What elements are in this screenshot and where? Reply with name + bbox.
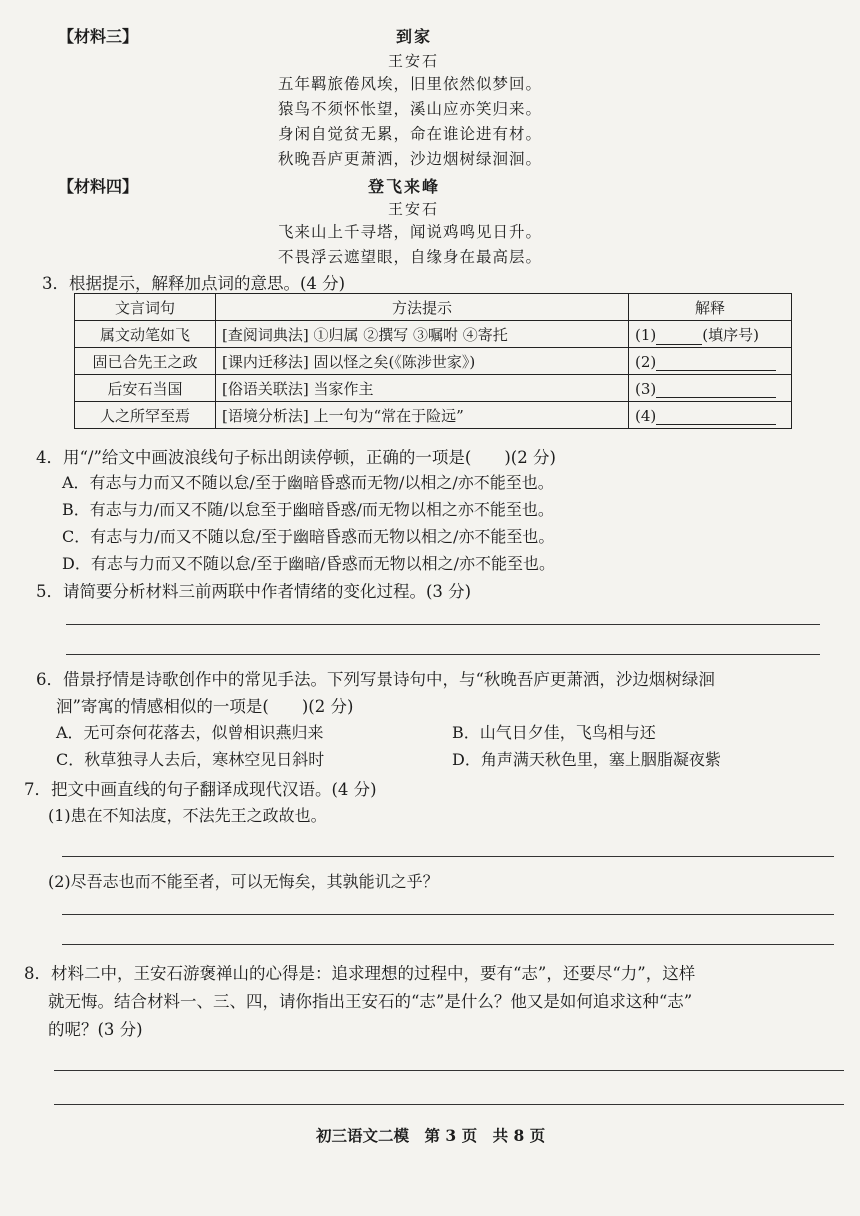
q7-answer-line-1[interactable] — [62, 856, 834, 857]
q8-stem-line-2: 就无悔。结合材料一、三、四，请你指出王安石的“志”是什么？他又是如何追求这种“志” — [48, 992, 693, 1011]
q4-option-a[interactable]: A．有志与力而又不随以怠/至于幽暗昏惑而无物/以相之/亦不能至也。 — [62, 473, 554, 492]
q7-item-1: (1)患在不知法度，不法先王之政故也。 — [48, 806, 327, 825]
q3-answer-blank-4[interactable] — [656, 406, 776, 425]
q3-answer-blank-1[interactable] — [656, 326, 702, 345]
material3-author: 王安石 — [388, 52, 440, 70]
q8-stem-line-3: 的呢？(3 分) — [48, 1020, 143, 1039]
q3-hint-1: [查阅词典法] ①归属 ②撰写 ③嘱咐 ④寄托 — [216, 321, 629, 348]
table-row — [75, 375, 792, 402]
q3-answer-suffix-1: (填序号) — [702, 325, 759, 344]
q3-header-phrase: 文言词句 — [75, 294, 216, 321]
q8-answer-line-2[interactable] — [54, 1104, 844, 1105]
material3-line-4: 秋晚吾庐更萧洒，沙边烟树绿洄洄。 — [278, 150, 543, 168]
material3-line-3: 身闲自觉贫无累，命在谁论进有材。 — [278, 125, 543, 143]
q3-header-hint: 方法提示 — [216, 294, 629, 321]
material3-label: 【材料三】 — [58, 27, 139, 46]
q3-phrase-3: 后安石当国 — [75, 375, 216, 402]
material4-label: 【材料四】 — [58, 177, 139, 196]
q3-answer-cell-1 — [629, 321, 792, 348]
q3-phrase-1: 属文动笔如飞 — [75, 321, 216, 348]
q7-stem: 7．把文中画直线的句子翻译成现代汉语。(4 分) — [24, 780, 377, 799]
material3-line-2: 猿鸟不须怀怅望，溪山应亦笑归来。 — [278, 100, 543, 118]
q7-answer-line-3[interactable] — [62, 944, 834, 945]
page-footer: 初三语文二模 第 3 页 共 8 页 — [316, 1126, 546, 1145]
material4-author: 王安石 — [388, 200, 440, 218]
material4-line-2: 不畏浮云遮望眼，自缘身在最高层。 — [278, 248, 543, 266]
q3-header-answer: 解释 — [629, 294, 792, 321]
q3-answer-cell-2 — [629, 348, 792, 375]
q3-stem: 3．根据提示，解释加点词的意思。(4 分) — [42, 274, 346, 293]
q3-hint-4: [语境分析法] 上一句为“常在于险远” — [216, 402, 629, 429]
q3-answer-prefix-3: (3) — [635, 379, 657, 398]
q3-phrase-2: 固已合先王之政 — [75, 348, 216, 375]
material3-title: 到家 — [396, 27, 433, 46]
q7-answer-line-2[interactable] — [62, 914, 834, 915]
material4-line-1: 飞来山上千寻塔，闻说鸡鸣见日升。 — [278, 223, 543, 241]
q3-table — [74, 293, 792, 429]
q3-answer-blank-3[interactable] — [656, 379, 776, 398]
q3-hint-2: [课内迁移法] 固以怪之矣(《陈涉世家》) — [216, 348, 629, 375]
q5-stem: 5．请简要分析材料三前两联中作者情绪的变化过程。(3 分) — [36, 582, 472, 601]
q6-stem-line-1: 6．借景抒情是诗歌创作中的常见手法。下列写景诗句中，与“秋晚吾庐更萧洒，沙边烟树绿洄 — [36, 670, 715, 689]
q4-option-d[interactable]: D．有志与力而又不随以怠/至于幽暗/昏惑而无物以相之/亦不能至也。 — [62, 554, 556, 573]
table-row — [75, 402, 792, 429]
q6-option-c[interactable]: C．秋草独寻人去后，寒林空见日斜时 — [56, 750, 325, 769]
q8-stem-line-1: 8．材料二中，王安石游褒禅山的心得是：追求理想的过程中，要有“志”，还要尽“力”，这样 — [24, 964, 696, 983]
q6-option-a[interactable]: A．无可奈何花落去，似曾相识燕归来 — [56, 723, 324, 742]
q3-answer-prefix-1: (1) — [635, 325, 657, 344]
q3-answer-prefix-2: (2) — [635, 352, 657, 371]
q4-stem: 4．用“/”给文中画波浪线句子标出朗读停顿，正确的一项是( )(2 分) — [36, 448, 556, 467]
material3-line-1: 五年羁旅倦风埃，旧里依然似梦回。 — [278, 75, 543, 93]
q3-answer-cell-3 — [629, 375, 792, 402]
q3-header-row — [75, 294, 792, 321]
table-row — [75, 348, 792, 375]
q4-option-c[interactable]: C．有志与力/而又不随以怠/至于幽暗昏惑而无物以相之/亦不能至也。 — [62, 527, 555, 546]
q7-item-2: (2)尽吾志也而不能至者，可以无悔矣，其孰能讥之乎？ — [48, 872, 439, 891]
q8-answer-line-1[interactable] — [54, 1070, 844, 1071]
q6-option-d[interactable]: D．角声满天秋色里，塞上胭脂凝夜紫 — [452, 750, 721, 769]
q5-answer-line-1[interactable] — [66, 624, 820, 625]
q4-option-b[interactable]: B．有志与力/而又不随/以怠至于幽暗昏惑/而无物以相之亦不能至也。 — [62, 500, 554, 519]
q3-answer-cell-4 — [629, 402, 792, 429]
table-row — [75, 321, 792, 348]
q3-answer-blank-2[interactable] — [656, 352, 776, 371]
q3-phrase-4: 人之所罕至焉 — [75, 402, 216, 429]
q5-answer-line-2[interactable] — [66, 654, 820, 655]
q3-hint-3: [俗语关联法] 当家作主 — [216, 375, 629, 402]
q6-option-b[interactable]: B．山气日夕佳，飞鸟相与还 — [452, 723, 656, 742]
q3-answer-prefix-4: (4) — [635, 406, 657, 425]
q6-stem-line-2: 洄”寄寓的情感相似的一项是( )(2 分) — [56, 697, 354, 716]
material4-title: 登飞来峰 — [368, 177, 441, 196]
